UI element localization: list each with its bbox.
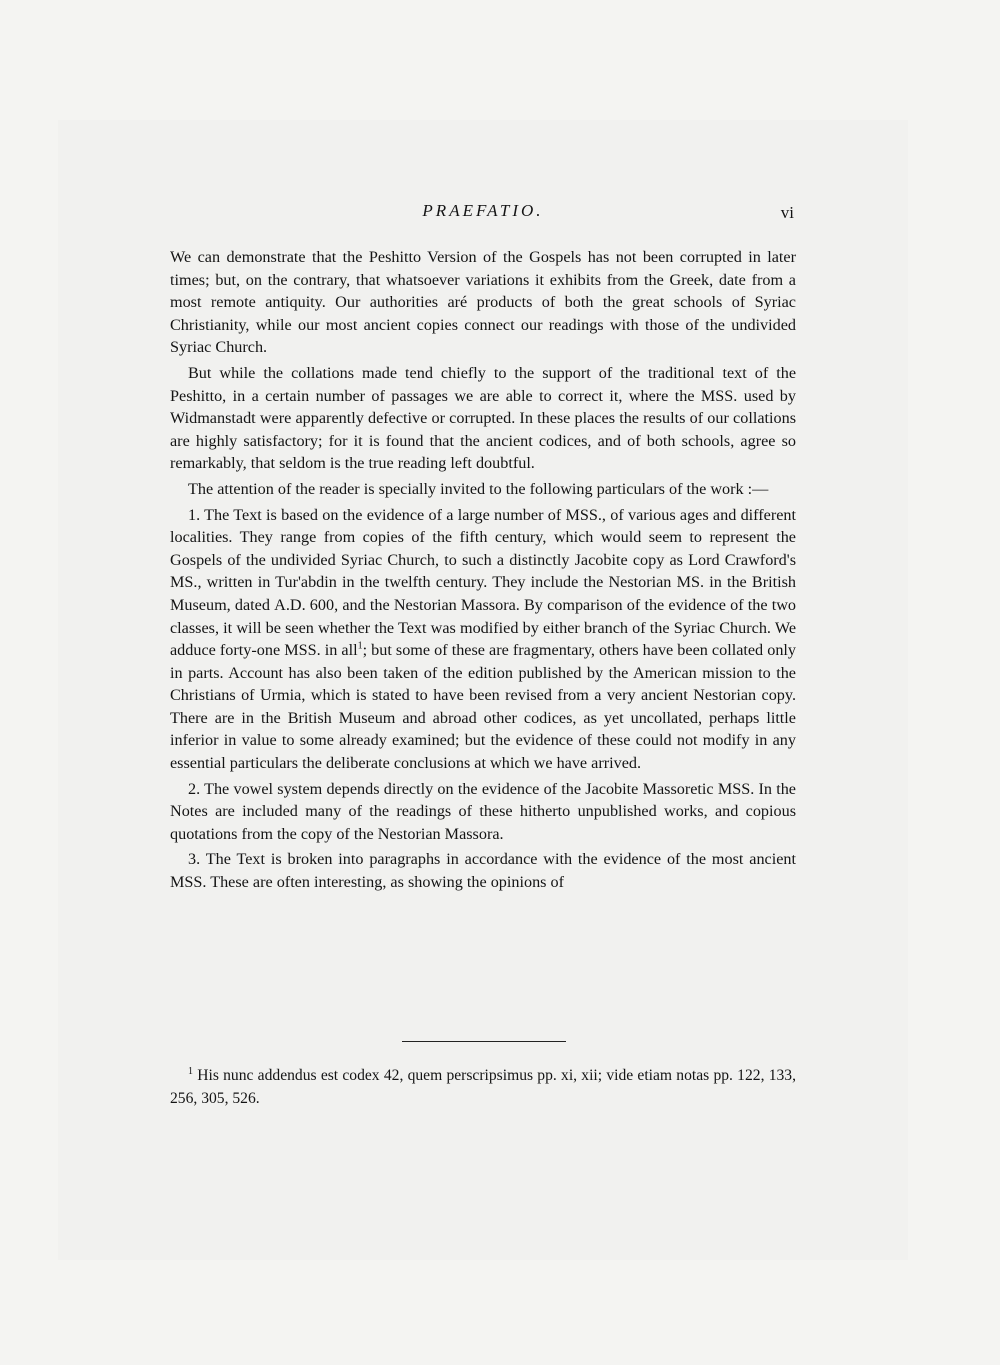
footnote-reference: 1 [357,640,363,652]
footnote-marker: 1 [188,1065,193,1077]
paragraph-4 [170,504,796,775]
page-number: vi [780,203,794,222]
paragraph-2: But while the collations made tend chiefly to the support of the traditional text of the Peshitto, in a certain number of passages we are able to correct it, where the MSS. used by Widmanstadt were apparently defective or corrupted. In these places the results of our collations are highly satisfactory; for it is found that the ancient codices, and of both schools, agree so remarkably, that seldom is the true reading left doubtful. [170,363,796,473]
paragraph-6: 3. The Text is broken into paragraphs in accordance with the evidence of the most ancient MSS. These are often interesting, as showing the opinions of [170,850,796,892]
footnote [170,1065,796,1110]
footnote-text [170,1065,796,1110]
paragraph-1: We can demonstrate that the Peshitto Version of the Gospels has not been corrupted in later times; but, on the contrary, that whatsoever variations it exhibits from the Greek, date from a most remote antiquity. Our authorities aré products of both the great schools of Syriac Christianity, while our most ancient copies connect our readings with those of the undivided Syriac Church. [170,248,796,357]
paragraph-4-part-a: 1. The Text is based on the evidence of a large number of MSS., of various ages and different localities. They range from copies of the fifth century, which would seem to represent the Gospels of the undivided Syriac Church, to such a distinctly Jacobite copy as Lord Crawford's MS., written in Tur'abdin in the twelfth century. They include the Nestorian MS. in the British Museum, dated [170,505,796,614]
page-header [170,201,796,231]
footnote-body: His nunc addendus est codex 42, quem perscripsimus pp. xi, xii; vide etiam notas pp. 122, 133, 256, 305, 526. [170,1067,796,1107]
era-abbreviation: A.D. [274,595,306,614]
running-title: PRAEFATIO. [422,201,544,220]
paragraph-4-part-c: ; but some of these are fragmentary, others have been collated only in parts. Account has also been taken of the edition published by the American mission to the Christians of Urmia, which is stated to have been revised from a very ancient Nestorian copy. There are in the British Museum and abroad other codices, as yet uncollated, perhaps little inferior in value to some already examined; but the evidence of these could not modify in any essential particulars the deliberate conclusions at which we have arrived. [170,641,797,773]
footnote-divider [402,1041,566,1042]
paragraph-4-part-b: 600, and the Nestorian Massora. By comparison of the evidence of the two classes, it will be seen whether the Text was modified by either branch of the Syriac Church. We adduce forty-one MSS. in all [170,595,797,660]
paragraph-3: The attention of the reader is specially invited to the following particulars of the work :— [188,479,769,498]
main-text [170,246,796,894]
paragraph-5: 2. The vowel system depends directly on the evidence of the Jacobite Massoretic MSS. In the Notes are included many of the readings of these hitherto unpublished works, and copious quotations from the copy of the Nestorian Massora. [170,779,796,843]
